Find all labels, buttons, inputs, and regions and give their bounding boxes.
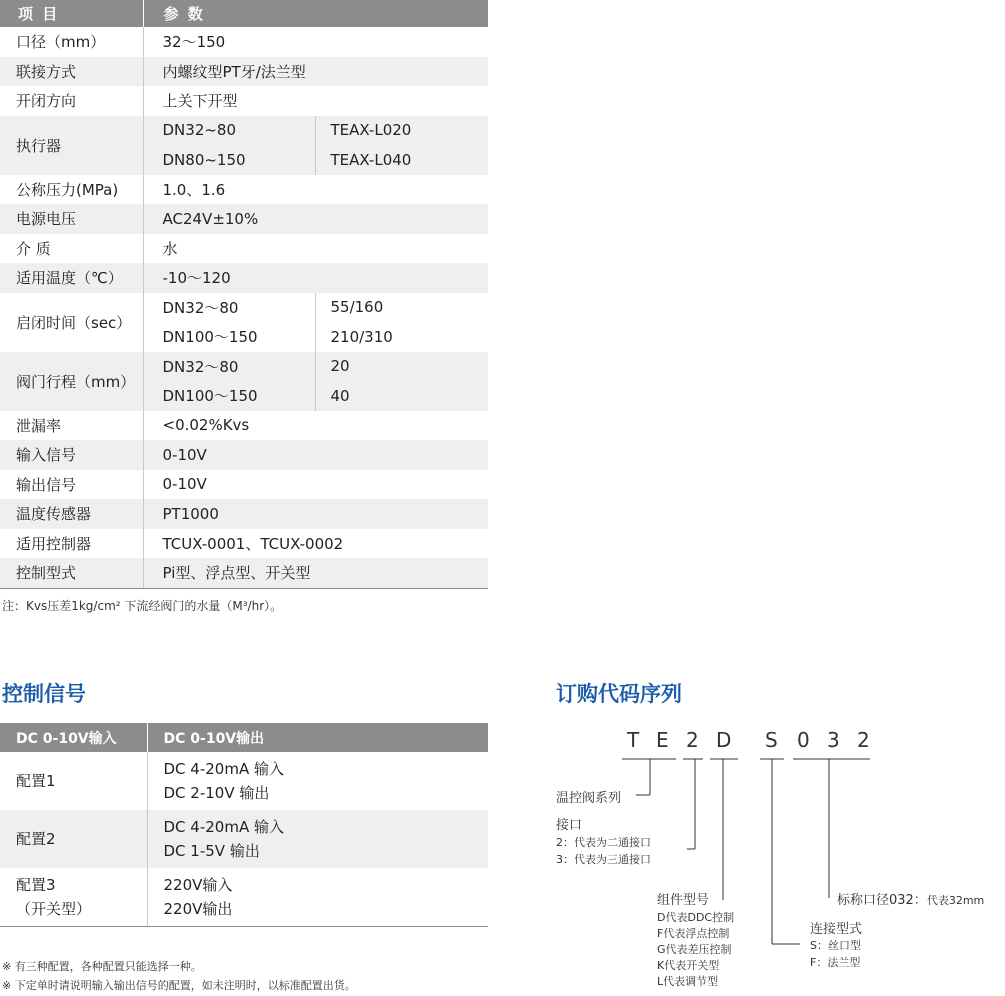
component-option: D代表DDC控制 bbox=[657, 911, 735, 924]
spec-row-value: Pi型、浮点型、开关型 bbox=[143, 558, 488, 588]
code-char: D bbox=[716, 728, 732, 752]
control-value-line: 220V输出 bbox=[163, 899, 233, 918]
spec-row-label: 启闭时间（sec） bbox=[16, 313, 132, 332]
code-char: E bbox=[656, 728, 669, 752]
spec-row-label: 输入信号 bbox=[0, 440, 143, 470]
control-value-line: 220V输入 bbox=[163, 875, 233, 894]
spec-row-label: 公称压力(MPa) bbox=[16, 180, 119, 199]
control-label-line: （开关型） bbox=[16, 899, 92, 918]
spec-row-value: 32～150 bbox=[143, 27, 488, 57]
spec-row-label: 介 质 bbox=[16, 239, 51, 258]
spec-sub-key: DN100～150 bbox=[143, 322, 315, 352]
spec-sub-value: TEAX-L020 bbox=[315, 116, 488, 146]
control-label-line: 配置1 bbox=[16, 772, 56, 790]
spec-header-param: 参 数 bbox=[143, 0, 488, 27]
spec-row-value: 0-10V bbox=[143, 440, 488, 470]
control-header-input: DC 0-10V输入 bbox=[0, 723, 147, 752]
code-char: 2 bbox=[857, 728, 870, 752]
control-label-line: 配置3 bbox=[16, 875, 56, 894]
spec-sub-value: 210/310 bbox=[315, 322, 488, 352]
spec-row-label: 联接方式 bbox=[0, 57, 143, 87]
code-char: 0 bbox=[797, 728, 810, 752]
component-option: F代表浮点控制 bbox=[657, 927, 730, 940]
spec-sub-value: 40 bbox=[315, 381, 488, 411]
diameter-desc: 代表32mm bbox=[926, 894, 985, 907]
spec-row-label: 输出信号 bbox=[16, 475, 77, 494]
spec-header-item: 项 目 bbox=[0, 0, 143, 27]
spec-row-value: 1.0、1.6 bbox=[143, 175, 488, 205]
spec-row-value: -10～120 bbox=[143, 263, 488, 293]
spec-row-label: 适用温度（℃） bbox=[0, 263, 143, 293]
order-section-title: 订购代码序列 bbox=[556, 682, 682, 706]
spec-row-value: <0.02%Kvs bbox=[143, 411, 488, 441]
control-value-line: DC 1-5V 输出 bbox=[163, 842, 260, 860]
component-option: L代表调节型 bbox=[657, 975, 719, 988]
spec-row-value: TCUX-0001、TCUX-0002 bbox=[143, 529, 488, 559]
spec-sub-key: DN80~150 bbox=[143, 145, 315, 175]
code-char: 2 bbox=[686, 728, 699, 752]
spec-sub-value: TEAX-L040 bbox=[315, 145, 488, 175]
control-value-line: DC 4-20mA 输入 bbox=[163, 818, 284, 836]
spec-row-value: 上关下开型 bbox=[143, 86, 488, 116]
connection-option: S：丝口型 bbox=[810, 939, 861, 952]
spec-row-value: 0-10V bbox=[143, 470, 488, 500]
connection-title: 连接型式 bbox=[810, 922, 863, 937]
spec-sub-key: DN32～80 bbox=[143, 352, 315, 382]
spec-row-value: PT1000 bbox=[143, 499, 488, 529]
spec-sub-key: DN32～80 bbox=[143, 293, 315, 323]
spec-row-label: 阀门行程（mm） bbox=[0, 352, 143, 411]
spec-row-value: AC24V±10% bbox=[143, 204, 488, 234]
spec-row-value: 内螺纹型PT牙/法兰型 bbox=[143, 57, 488, 87]
code-char: T bbox=[627, 728, 640, 752]
code-char: 3 bbox=[827, 728, 840, 752]
code-char: S bbox=[765, 728, 778, 752]
component-option: K代表开关型 bbox=[657, 959, 720, 972]
control-label-line: 配置2 bbox=[16, 830, 56, 848]
connection-option: F：法兰型 bbox=[810, 956, 861, 969]
spec-sub-value: 55/160 bbox=[315, 293, 488, 323]
control-header-output: DC 0-10V输出 bbox=[147, 723, 488, 752]
control-value-line: DC 2-10V 输出 bbox=[163, 784, 270, 802]
spec-row-label: 泄漏率 bbox=[16, 416, 62, 435]
spec-row-label: 电源电压 bbox=[0, 204, 143, 234]
spec-footnote: 注：Kvs压差1kg/cm² 下流经阀门的水量（M³/hr）。 bbox=[2, 599, 283, 613]
control-section-title: 控制信号 bbox=[2, 682, 86, 706]
port-option: 2：代表为二通接口 bbox=[556, 836, 651, 849]
component-option: G代表差压控制 bbox=[657, 943, 732, 956]
spec-row-value: 水 bbox=[143, 234, 488, 264]
control-note-1: ※ 有三种配置，各种配置只能选择一种。 bbox=[2, 960, 202, 973]
spec-sub-value: 20 bbox=[315, 352, 488, 382]
spec-row-label: 开闭方向 bbox=[16, 92, 77, 111]
spec-row-label: 执行器 bbox=[0, 116, 143, 175]
control-value-line: DC 4-20mA 输入 bbox=[163, 760, 284, 778]
component-title: 组件型号 bbox=[657, 893, 710, 908]
spec-sub-key: DN100～150 bbox=[143, 381, 315, 411]
control-note-2: ※ 下定单时请说明输入输出信号的配置，如未注明时，以标准配置出货。 bbox=[2, 979, 356, 992]
spec-row-label: 温度传感器 bbox=[0, 499, 143, 529]
series-label: 温控阀系列 bbox=[556, 791, 622, 806]
diameter-title: 标称口径032： bbox=[837, 893, 927, 908]
spec-row-label: 适用控制器 bbox=[16, 534, 92, 553]
port-option: 3：代表为三通接口 bbox=[556, 853, 651, 866]
port-title: 接口 bbox=[556, 818, 583, 833]
spec-row-label: 控制型式 bbox=[0, 558, 143, 588]
spec-row-label: 口径（mm） bbox=[16, 33, 106, 52]
spec-sub-key: DN32~80 bbox=[143, 116, 315, 146]
diameter-label bbox=[837, 889, 984, 908]
